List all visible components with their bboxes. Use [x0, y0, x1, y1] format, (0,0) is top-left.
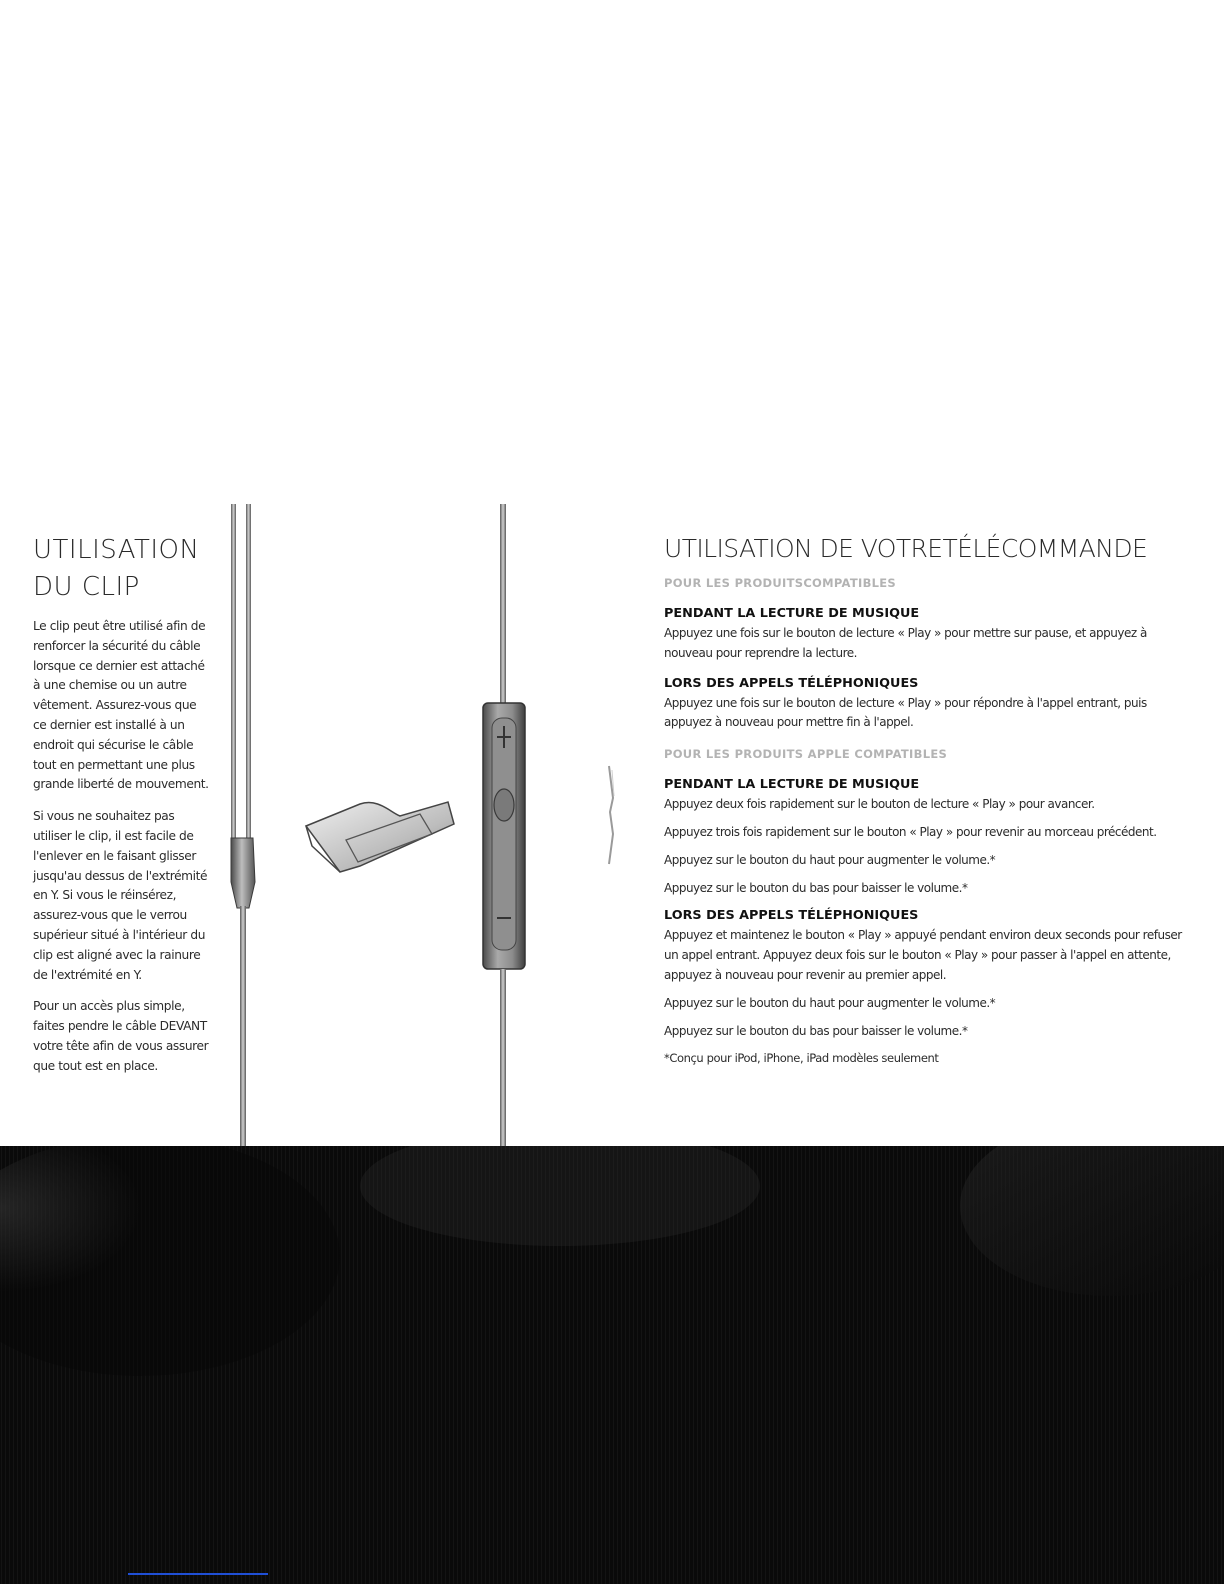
clip-title-line-1: UTILISATION	[33, 535, 200, 565]
compatible-calls-text: Appuyez une fois sur le bouton de lecture « Play » pour répondre à l'appel entrant, puis appuyez à nouveau pour mettre fin à l'appel.	[664, 695, 1147, 730]
clip-paragraph-3: Pour un accès plus simple, faites pendre le câble DEVANT votre tête afin de vous assurer que tout est en place.	[33, 999, 209, 1073]
apple-calls-heading: LORS DES APPELS TÉLÉPHONIQUES	[664, 908, 919, 924]
apple-music-item: Appuyez sur le bouton du haut pour augmenter le volume.*	[664, 852, 996, 867]
inline-remote-illustration	[478, 500, 538, 1160]
clip-section-title	[33, 532, 233, 606]
clip-section-body	[33, 617, 213, 1089]
apple-music-item: Appuyez sur le bouton du bas pour baisser le volume.*	[664, 880, 968, 895]
compatible-music-text: Appuyez une fois sur le bouton de lecture « Play » pour mettre sur pause, et appuyez à nouveau pour reprendre la lecture.	[664, 626, 1147, 660]
clip-title-line-2: DU CLIP	[33, 572, 140, 602]
y-split-cable-illustration	[225, 500, 275, 1160]
footnote: *Conçu pour iPod, iPhone, iPad modèles seulement	[664, 1051, 939, 1066]
scan-shadow-band	[0, 1146, 1224, 1584]
paperclip-icon	[604, 764, 618, 868]
apple-calls-item: Appuyez sur le bouton du haut pour augmenter le volume.*	[664, 995, 996, 1010]
cable-clip-illustration	[300, 796, 458, 878]
remote-section-title: UTILISATION DE VOTRETÉLÉCOMMANDE	[664, 534, 1148, 563]
compatible-music-heading: PENDANT LA LECTURE DE MUSIQUE	[664, 606, 920, 621]
apple-music-heading: PENDANT LA LECTURE DE MUSIQUE	[664, 777, 920, 793]
apple-music-item: Appuyez deux fois rapidement sur le bouton de lecture « Play » pour avancer.	[664, 797, 1095, 812]
remote-section-body	[664, 574, 1189, 1068]
compatible-calls-heading: LORS DES APPELS TÉLÉPHONIQUES	[664, 675, 919, 691]
apple-calls-item: Appuyez sur le bouton du bas pour baisser le volume.*	[664, 1023, 968, 1038]
apple-music-item: Appuyez trois fois rapidement sur le bouton « Play » pour revenir au morceau précédent.	[664, 824, 1157, 839]
clip-paragraph-2: Si vous ne souhaitez pas utiliser le clip, il est facile de l'enlever en le faisant glisser jusqu'au dessus de l'extrémité en Y. Si vous le réinsérez, assurez-vous que le verrou supérieur situé à l'intérieur du clip est aligné avec la rainure de l'extrémité en Y.	[33, 809, 208, 982]
apple-products-subhead: POUR LES PRODUITS APPLE COMPATIBLES	[664, 747, 948, 762]
clip-paragraph-1: Le clip peut être utilisé afin de renforcer la sécurité du câble lorsque ce dernier est attaché à une chemise ou un autre vêtement. Assurez-vous que ce dernier est installé à un endroit qui sécurise le câble tout en permettant une plus grande liberté de mouvement.	[33, 619, 209, 792]
compatible-products-subhead: POUR LES PRODUITSCOMPATIBLES	[664, 576, 897, 590]
apple-calls-item: Appuyez et maintenez le bouton « Play » appuyé pendant environ deux seconds pour refuser un appel entrant. Appuyez deux fois sur le bouton « Play » pour passer à l'appel en attente, appuyez à nouveau pour revenir au premier appel.	[664, 928, 1182, 982]
